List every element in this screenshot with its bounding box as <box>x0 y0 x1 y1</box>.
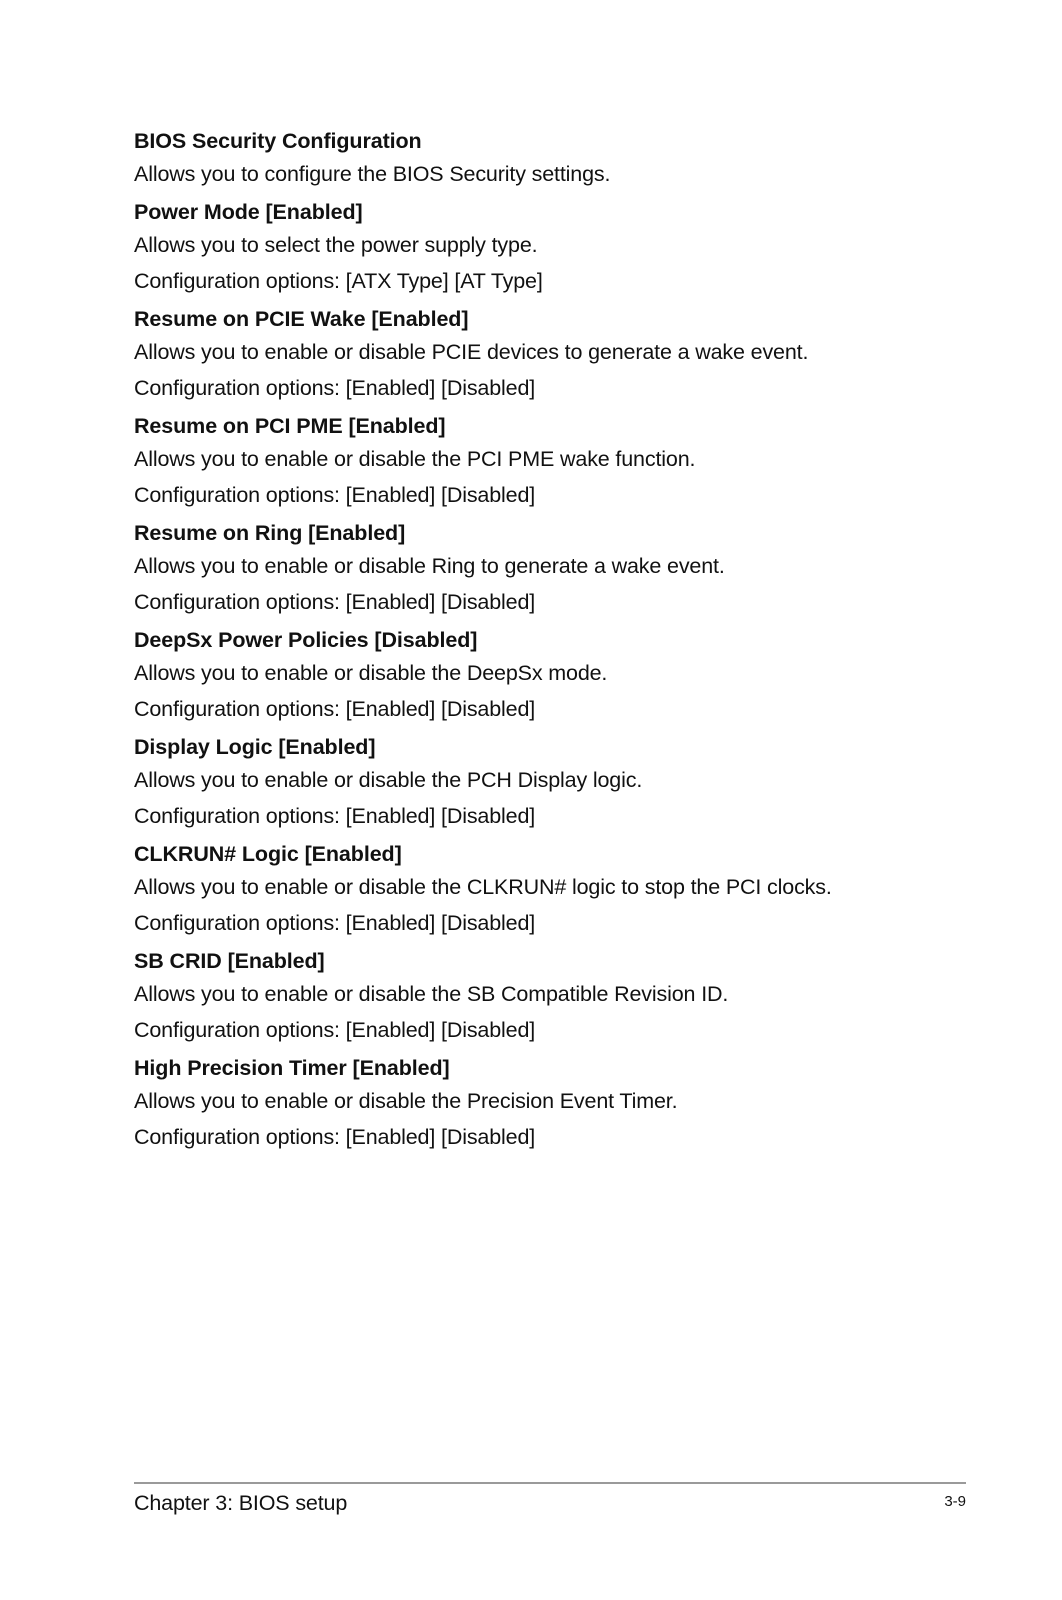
section-power-mode <box>134 197 974 299</box>
section-config-options: Configuration options: [Enabled] [Disabled] <box>134 483 536 507</box>
section-description: Allows you to enable or disable the DeepSx mode. <box>134 661 608 685</box>
section-config-options: Configuration options: [Enabled] [Disabled] <box>134 1018 536 1042</box>
section-config-options: Configuration options: [Enabled] [Disabled] <box>134 697 536 721</box>
section-heading: High Precision Timer [Enabled] <box>134 1056 450 1080</box>
section-description: Allows you to enable or disable the SB Compatible Revision ID. <box>134 982 729 1006</box>
section-description: Allows you to enable or disable PCIE devices to generate a wake event. <box>134 340 809 364</box>
section-heading: DeepSx Power Policies [Disabled] <box>134 628 478 652</box>
section-heading: Resume on Ring [Enabled] <box>134 521 406 545</box>
section-heading: BIOS Security Configuration <box>134 129 422 153</box>
section-heading: Display Logic [Enabled] <box>134 735 376 759</box>
section-config-options: Configuration options: [Enabled] [Disabled] <box>134 376 536 400</box>
section-heading: Power Mode [Enabled] <box>134 200 363 224</box>
section-config-options: Configuration options: [Enabled] [Disabled] <box>134 911 536 935</box>
section-sb-crid <box>134 946 974 1048</box>
section-config-options: Configuration options: [Enabled] [Disabled] <box>134 590 536 614</box>
section-heading: SB CRID [Enabled] <box>134 949 325 973</box>
section-resume-ring <box>134 518 974 620</box>
section-description: Allows you to enable or disable the PCI PME wake function. <box>134 447 696 471</box>
section-heading: Resume on PCIE Wake [Enabled] <box>134 307 469 331</box>
section-description: Allows you to enable or disable the Precision Event Timer. <box>134 1089 678 1113</box>
section-description: Allows you to select the power supply type. <box>134 233 538 257</box>
footer-page-number: 3-9 <box>944 1493 966 1510</box>
section-bios-security <box>134 126 974 192</box>
section-deepsx-power-policies <box>134 625 974 727</box>
section-description: Allows you to enable or disable the PCH Display logic. <box>134 768 643 792</box>
section-description: Allows you to enable or disable the CLKRUN# logic to stop the PCI clocks. <box>134 875 832 899</box>
section-config-options: Configuration options: [Enabled] [Disabled] <box>134 1125 536 1149</box>
section-config-options: Configuration options: [ATX Type] [AT Type] <box>134 269 543 293</box>
section-resume-pcie-wake <box>134 304 974 406</box>
manual-page-body <box>134 126 974 1155</box>
section-high-precision-timer <box>134 1053 974 1155</box>
section-config-options: Configuration options: [Enabled] [Disabled] <box>134 804 536 828</box>
section-description: Allows you to enable or disable Ring to generate a wake event. <box>134 554 725 578</box>
section-heading: Resume on PCI PME [Enabled] <box>134 414 446 438</box>
section-display-logic <box>134 732 974 834</box>
section-description: Allows you to configure the BIOS Security settings. <box>134 162 611 186</box>
section-clkrun-logic <box>134 839 974 941</box>
section-resume-pci-pme <box>134 411 974 513</box>
footer-divider <box>134 1482 966 1484</box>
footer-chapter-title: Chapter 3: BIOS setup <box>134 1491 348 1515</box>
section-heading: CLKRUN# Logic [Enabled] <box>134 842 402 866</box>
